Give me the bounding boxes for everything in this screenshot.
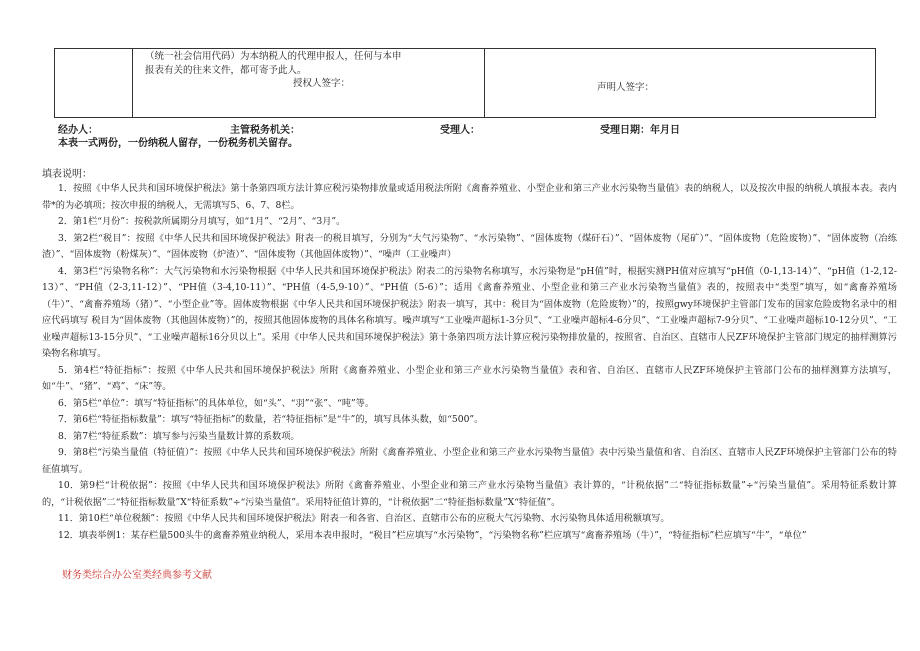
- declaration-table: [54, 48, 876, 118]
- receiver-label: 受理人：: [440, 125, 480, 136]
- notes-title: 填表说明：: [42, 169, 92, 180]
- agent-text-line1: （统一社会信用代码）为本纳税人的代理申报人，任何与本申: [145, 51, 402, 62]
- note-item: 3．第2栏“税目”：按照《中华人民共和国环境保护税法》附表一的税目填写，分别为“大气污染物”、“水污染物”、“固体废物（煤矸石）”、“固体废物（尾矿）”、“固体废物（危险废物）”、“固体废物（冶练渣）”、“固体废物（粉煤灰）”、“固体废物（炉渣）”、“固体废物（其他固体废物）”、“噪声（工业噪声）: [42, 232, 897, 260]
- declaration-label-cell: [55, 49, 133, 117]
- note-item: 1．按照《中华人民共和国环境保护税法》第十条第四项方法计算应税污染物排放量或适用税法所附《禽畜养殖业、小型企业和第三产业水污染物当量值》表的纳税人，以及按次申报的纳税人填报本表。表内带*的为必填项；按次申报的纳税人，无需填写5、6、7、8栏。: [42, 183, 897, 211]
- note-item: 7．第6栏“特征指标数量”：填写“特征指标”的数量，若“特征指标”是“牛”的，填写具体头数，如“500”。: [58, 414, 484, 425]
- tax-authority-label: 主管税务机关：: [230, 125, 300, 136]
- note-item: 4．第3栏“污染物名称”：大气污染物和水污染物根据《中华人民共和国环境保护税法》附表二的污染物名称填写，水污染物是“pH值”时，根据实测PH值对应填写“pH值（0-1,13-14）”、“pH值（1-2,12-13）”、“PH值（2-3,11-12）”、“PH值（3-4,10-11）”、“PH值（4-5,9-10）”、“PH值（5-6）”；适用《禽畜养殖业、小型企业和第三产业水污染物当量值》表的，按照表中“类型”填写，如“禽畜养殖场（牛）”、“禽畜养殖场（猪）”、“小型企业”等。固体废物根据《中华人民共和国环境保护税法》附表一填写，其中：税目为“固体废物（危险废物）”的，按照gwy环境保护主管部门发布的国家危险废物名录中的相应代码填写 税目为“固体废物（其他固体废物）”的，按照其他固体废物的具体名称填写。噪声填写“工业噪声超标1-3分贝”、“工业噪声超标4-6分贝”、“工业噪声超标7-9分贝”、“工业噪声超标10-12分贝”、“工业噪声超标13-15分贝”、“工业噪声超标16分贝以上”。采用《中华人民共和国环境保护税法》第十条第四项方法计算应税污染物排放量的，按照省、自治区、直辖市人民ZF环境保护主管部门规定的抽样测算污染物名称填写。: [42, 265, 897, 359]
- note-item: 8．第7栏“特征系数”：填写参与污染当量数计算的系数项。: [58, 430, 300, 442]
- authorizer-signature: 授权人签字：: [293, 78, 351, 89]
- note-item: 2．第1栏“月份”：按税款所属期分月填写，如“1月”、“2月”、“3月”。: [58, 216, 346, 227]
- filling-instructions: [42, 181, 897, 544]
- receive-date-label: 受理日期：年月日: [600, 125, 680, 136]
- agent-text-line2: 报表有关的往来文件，都可寄予此人。: [145, 64, 307, 76]
- declarant-cell: [485, 49, 875, 117]
- agent-authorization-cell: [133, 49, 485, 117]
- reference-link[interactable]: 财务类综合办公室类经典参考文献: [62, 570, 212, 581]
- note-item: 12．填表举例1：某存栏量500头牛的禽畜养殖业纳税人，采用本表申报时，“税目”栏应填写“水污染物”，“污染物名称”栏应填写“禽畜养殖场（牛）”，“特征指标”栏应填写“牛”，“单位”: [58, 529, 807, 541]
- note-item: 11．第10栏“单位税额”：按照《中华人民共和国环境保护税法》附表一和各省、自治区、直辖市公布的应税大气污染物、水污染物具体适用税额填写。: [58, 513, 670, 524]
- note-item: 9．第8栏“污染当量值（特征值）”：按照《中华人民共和国环境保护税法》所附《禽畜养殖业、小型企业和第三产业水污染物当量值》表中污染当量值和省、自治区、直辖市人民ZF环境保护主管部门公布的特征值填写。: [42, 447, 897, 475]
- handler-label: 经办人：: [58, 125, 98, 136]
- declarant-signature: 声明人签字：: [597, 82, 655, 93]
- note-item: 6．第5栏“单位”：填写“特征指标”的具体单位，如“头”、“羽”“张”、“吨”等。: [58, 397, 375, 409]
- note-item: 5．第4栏“特征指标”：按照《中华人民共和国环境保护税法》所附《禽畜养殖业、小型企业和第三产业水污染物当量值》表和省、自治区、直辖市人民ZF环境保护主管部门公布的抽样测算方法填写，如“牛”、“猪”、“鸡”、“床”等。: [42, 364, 897, 392]
- note-item: 10．第9栏“计税依据”：按照《中华人民共和国环境保护税法》所附《禽畜养殖业、小型企业和第三产业水污染物当量值》表计算的，“计税依据”二“特征指标数量”÷“污染当量值”。采用特征系数计算的，“计税依据”二“特征指标数量”X“特征系数”÷“污染当量值”。采用特征值计算的，“计税依据”二“特征指标数量”X“特征值”。: [42, 480, 897, 508]
- copies-note: 本表一式两份，一份纳税人留存，一份税务机关留存。: [58, 138, 298, 149]
